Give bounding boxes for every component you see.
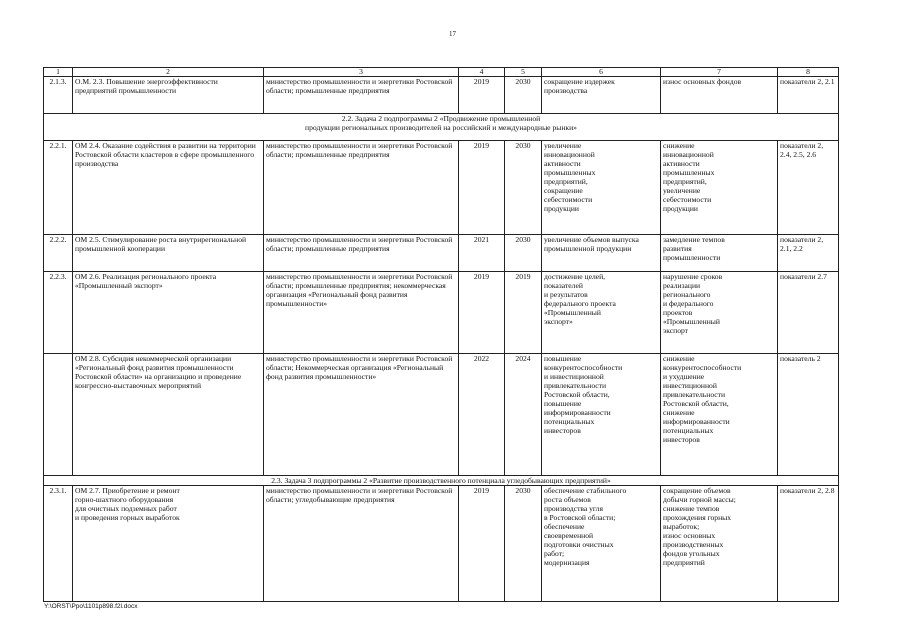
table-row bbox=[44, 77, 839, 114]
table-cell-col-3: министерство промышленности и энергетики Ростовской области; угледобывающие предприятия bbox=[264, 486, 459, 602]
column-number-3: 3 bbox=[264, 68, 459, 77]
table-row bbox=[44, 272, 839, 354]
table-cell-col-2: ОМ 2.6. Реализация регионального проекта «Промышленный экспорт» bbox=[73, 272, 264, 354]
table-cell-col-8: показатели 2, 2.1, 2.2 bbox=[778, 235, 839, 272]
table-cell-col-8: показатели 2, 2.1 bbox=[778, 77, 839, 114]
table-cell-col-4: 2019 bbox=[459, 141, 505, 235]
column-number-8: 8 bbox=[778, 68, 839, 77]
table-cell-col-4: 2022 bbox=[459, 354, 505, 476]
task-section-title: 2.2. Задача 2 подпрограммы 2 «Продвижение промышленной продукции региональных производителей на российский и международные рынки» bbox=[44, 114, 839, 141]
table-cell-col-2: ОМ 2.4. Оказание содействия в развитии на территории Ростовской области кластеров в сфере промышленного производства bbox=[73, 141, 264, 235]
table-row bbox=[44, 354, 839, 476]
table-cell-col-5: 2030 bbox=[505, 235, 542, 272]
table-cell-col-3: министерство промышленности и энергетики Ростовской области; промышленные предприятия bbox=[264, 235, 459, 272]
table-cell-col-4: 2021 bbox=[459, 235, 505, 272]
table-cell-col-1: 2.3.1. bbox=[44, 486, 73, 602]
table-cell-col-7: снижение конкурентоспособности и ухудшение инвестиционной привлекательности Ростовской области, снижение информированности потенциальных инвесторов bbox=[661, 354, 778, 476]
table-cell-col-2: ОМ 2.7. Приобретение и ремонт горно-шахтного оборудования для очистных подземных работ и проведения горных выработок bbox=[73, 486, 264, 602]
page-number: 17 bbox=[449, 30, 456, 38]
table-row bbox=[44, 235, 839, 272]
table-cell-col-7: снижение инновационной активности промышленных предприятий, увеличение себестоимости продукции bbox=[661, 141, 778, 235]
column-number-7: 7 bbox=[661, 68, 778, 77]
task-section-row bbox=[44, 476, 839, 486]
table-cell-col-5: 2030 bbox=[505, 141, 542, 235]
table-cell-col-1: 2.2.3. bbox=[44, 272, 73, 354]
measures-table bbox=[43, 67, 839, 602]
table-cell-col-6: увеличение инновационной активности промышленных предприятий, сокращение себестоимости продукции bbox=[542, 141, 661, 235]
table-cell-col-6: повышение конкурентоспособности и инвестиционной привлекательности Ростовской области, повышение информированности потенциальных инвесторов bbox=[542, 354, 661, 476]
table-cell-col-5: 2030 bbox=[505, 77, 542, 114]
column-number-4: 4 bbox=[459, 68, 505, 77]
column-number-header-row bbox=[44, 68, 839, 77]
table-cell-col-3: министерство промышленности и энергетики Ростовской области; Некоммерческая организация «Региональный фонд развития промышленности» bbox=[264, 354, 459, 476]
table-cell-col-7: замедление темпов развития промышленности bbox=[661, 235, 778, 272]
table-cell-col-3: министерство промышленности и энергетики Ростовской области; промышленные предприятия bbox=[264, 77, 459, 114]
table-cell-col-2: ОМ 2.5. Стимулирование роста внутрирегиональной промышленной кооперации bbox=[73, 235, 264, 272]
table-cell-col-5: 2019 bbox=[505, 272, 542, 354]
table-cell-col-8: показатели 2.7 bbox=[778, 272, 839, 354]
document-path: Y:\ORST\Ppo\1101p898.f2l.docx bbox=[44, 603, 138, 610]
table-cell-col-4: 2019 bbox=[459, 77, 505, 114]
table-cell-col-7: износ основных фондов bbox=[661, 77, 778, 114]
table-cell-col-6: обеспечение стабильного роста объемов производства угля в Ростовской области; обеспечение своевременной подготовки очистных работ; модернизация bbox=[542, 486, 661, 602]
column-number-5: 5 bbox=[505, 68, 542, 77]
table-cell-col-7: нарушение сроков реализации регионального и федерального проектов «Промышленный экспорт bbox=[661, 272, 778, 354]
table-row bbox=[44, 141, 839, 235]
column-number-6: 6 bbox=[542, 68, 661, 77]
table-cell-col-7: сокращение объемов добычи горной массы; снижение темпов прохождения горных выработок; износ основных производственных фондов угольных предприятий bbox=[661, 486, 778, 602]
table-row bbox=[44, 486, 839, 602]
table-cell-col-8: показатель 2 bbox=[778, 354, 839, 476]
table-cell-col-6: сокращение издержек производства bbox=[542, 77, 661, 114]
task-section-title: 2.3. Задача 3 подпрограммы 2 «Развитие производственного потенциала угледобывающих предприятий» bbox=[44, 476, 839, 486]
table-cell-col-3: министерство промышленности и энергетики Ростовской области; промышленные предприятия; некоммерческая организация «Региональный фонд развития промышленности» bbox=[264, 272, 459, 354]
table-cell-col-4: 2019 bbox=[459, 486, 505, 602]
table-cell-col-3: министерство промышленности и энергетики Ростовской области; промышленные предприятия bbox=[264, 141, 459, 235]
table-cell-col-1: 2.2.1. bbox=[44, 141, 73, 235]
table-cell-col-5: 2024 bbox=[505, 354, 542, 476]
table-cell-col-6: увеличение объемов выпуска промышленной продукции bbox=[542, 235, 661, 272]
table-cell-col-1: 2.2.2. bbox=[44, 235, 73, 272]
table-cell-col-8: показатели 2, 2.4, 2.5, 2.6 bbox=[778, 141, 839, 235]
column-number-1: 1 bbox=[44, 68, 73, 77]
table-cell-col-8: показатели 2, 2.8 bbox=[778, 486, 839, 602]
table-cell-col-1 bbox=[44, 354, 73, 476]
table-cell-col-6: достижение целей, показателей и результатов федерального проекта «Промышленный экспорт» bbox=[542, 272, 661, 354]
table-cell-col-2: ОМ 2.8. Субсидия некоммерческой организации «Региональный фонд развития промышленности Ростовской области» на организацию и проведение конгрессно-выставочных мероприятий bbox=[73, 354, 264, 476]
table-cell-col-2: О.М. 2.3. Повышение энергоэффективности предприятий промышленности bbox=[73, 77, 264, 114]
task-section-row bbox=[44, 114, 839, 141]
table-cell-col-5: 2030 bbox=[505, 486, 542, 602]
table-cell-col-4: 2019 bbox=[459, 272, 505, 354]
table-cell-col-1: 2.1.3. bbox=[44, 77, 73, 114]
column-number-2: 2 bbox=[73, 68, 264, 77]
